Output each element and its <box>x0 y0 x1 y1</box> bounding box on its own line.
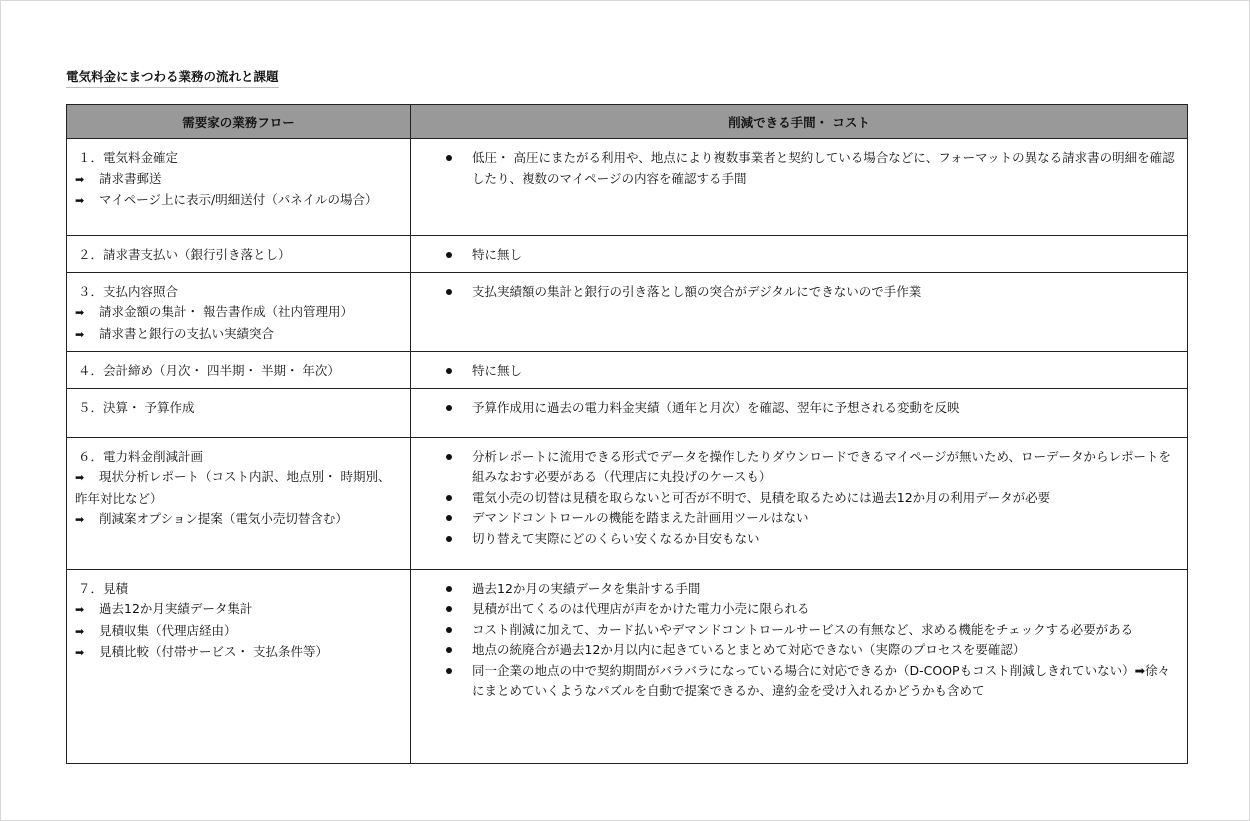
table-row <box>67 236 1188 273</box>
sub-item: ➡ 過去12か月実績データ集計 <box>75 599 402 621</box>
document-title: 電気料金にまつわる業務の流れと課題 <box>66 67 279 88</box>
flow-cell <box>67 388 411 437</box>
issues-cell <box>411 272 1188 352</box>
sub-item: ➡ 請求書郵送 <box>75 169 402 191</box>
flow-cell <box>67 569 411 763</box>
arrow-icon: ➡ <box>75 646 85 659</box>
flow-cell <box>67 139 411 236</box>
step-title: ２．請求書支払い（銀行引き落とし） <box>78 247 291 262</box>
issue-list <box>419 447 1179 550</box>
table-row <box>67 272 1188 352</box>
issues-cell <box>411 388 1188 437</box>
arrow-icon: ➡ <box>75 624 85 638</box>
flow-cell <box>67 437 411 569</box>
step-title: ６．電力料金削減計画 <box>78 448 204 464</box>
list-item: 同一企業の地点の中で契約期間がバラバラになっている場合に対応できるか（D-COOPもコスト削減しきれていない）➡徐々にまとめていくようなパズルを自動で提案できるか、違約金を受け入れるかどうかも含めて <box>419 661 1179 702</box>
table-row <box>67 437 1188 569</box>
list-item: 過去12か月の実績データを集計する手間 <box>419 579 1179 600</box>
sub-item: ➡ マイページ上に表示/明細送付（パネイルの場合） <box>75 190 402 212</box>
list-item: 地点の統廃合が過去12か月以内に起きているとまとめて対応できない（実際のプロセスを要確認） <box>419 640 1179 661</box>
business-flow-table <box>66 104 1188 764</box>
arrow-icon: ➡ <box>75 306 85 319</box>
flow-cell <box>67 352 411 389</box>
step-title: ５．決算・ 予算作成 <box>78 399 195 415</box>
table-row <box>67 352 1188 389</box>
list-item: 特に無し <box>419 245 1179 266</box>
list-item: 予算作成用に過去の電力料金実績（通年と月次）を確認、翌年に予想される変動を反映 <box>419 398 1179 419</box>
list-item: 分析レポートに流用できる形式でデータを操作したりダウンロードできるマイページが無いため、ローデータからレポートを組みなおす必要がある（代理店に丸投げのケースも） <box>419 447 1179 488</box>
sub-item: ➡ 見積収集（代理店経由） <box>75 621 402 643</box>
arrow-icon: ➡ <box>75 194 85 207</box>
issues-cell <box>411 569 1188 763</box>
sub-item: ➡ 削減案オプション提案（電気小売切替含む） <box>75 509 402 531</box>
table-row <box>67 388 1188 437</box>
arrow-icon: ➡ <box>75 513 85 526</box>
list-item: 低圧・ 高圧にまたがる利用や、地点により複数事業者と契約している場合などに、フォーマットの異なる請求書の明細を確認したり、複数のマイページの内容を確認する手間 <box>419 148 1179 189</box>
list-item: 見積が出てくるのは代理店が声をかけた電力小売に限られる <box>419 599 1179 620</box>
arrow-icon: ➡ <box>75 327 85 341</box>
sub-item: ➡ 請求金額の集計・ 報告書作成（社内管理用） <box>75 302 402 324</box>
arrow-icon: ➡ <box>75 471 85 484</box>
arrow-icon: ➡ <box>75 172 85 186</box>
flow-cell <box>67 236 411 273</box>
list-item: 電気小売の切替は見積を取らないと可否が不明で、見積を取るためには過去12か月の利用データが必要 <box>419 488 1179 509</box>
sub-item: ➡ 見積比較（付帯サービス・ 支払条件等） <box>75 642 402 664</box>
table-row <box>67 139 1188 236</box>
issue-list <box>419 245 1179 266</box>
issues-cell <box>411 139 1188 236</box>
list-item: デマンドコントロールの機能を踏まえた計画用ツールはない <box>419 508 1179 529</box>
arrow-icon: ➡ <box>75 603 85 616</box>
list-item: 特に無し <box>419 361 1179 382</box>
issue-list <box>419 282 1179 303</box>
table-header-row <box>67 105 1188 139</box>
table-row <box>67 569 1188 763</box>
list-item: コスト削減に加えて、カード払いやデマンドコントロールサービスの有無など、求める機能をチェックする必要がある <box>419 620 1179 641</box>
issue-list <box>419 398 1179 419</box>
sub-item: ➡ 請求書と銀行の支払い実績突合 <box>75 324 402 346</box>
issues-cell <box>411 352 1188 389</box>
issue-list <box>419 148 1179 189</box>
header-reducible-costs: 削減できる手間・ コスト <box>411 105 1188 139</box>
flow-cell <box>67 272 411 352</box>
issues-cell <box>411 236 1188 273</box>
step-title: １．電気料金確定 <box>78 150 179 165</box>
list-item: 支払実績額の集計と銀行の引き落とし額の突合がデジタルにできないので手作業 <box>419 282 1179 303</box>
list-item: 切り替えて実際にどのくらい安くなるか目安もない <box>419 529 1179 550</box>
header-business-flow: 需要家の業務フロー <box>67 105 411 139</box>
step-title: ４．会計締め（月次・ 四半期・ 半期・ 年次） <box>78 363 340 378</box>
step-title: ７．見積 <box>78 580 129 596</box>
step-title: ３．支払内容照合 <box>78 283 179 299</box>
sub-item: ➡ 現状分析レポート（コスト内訳、地点別・ 時期別、昨年対比など） <box>75 469 391 506</box>
issue-list <box>419 579 1179 702</box>
issue-list <box>419 361 1179 382</box>
issues-cell <box>411 437 1188 569</box>
